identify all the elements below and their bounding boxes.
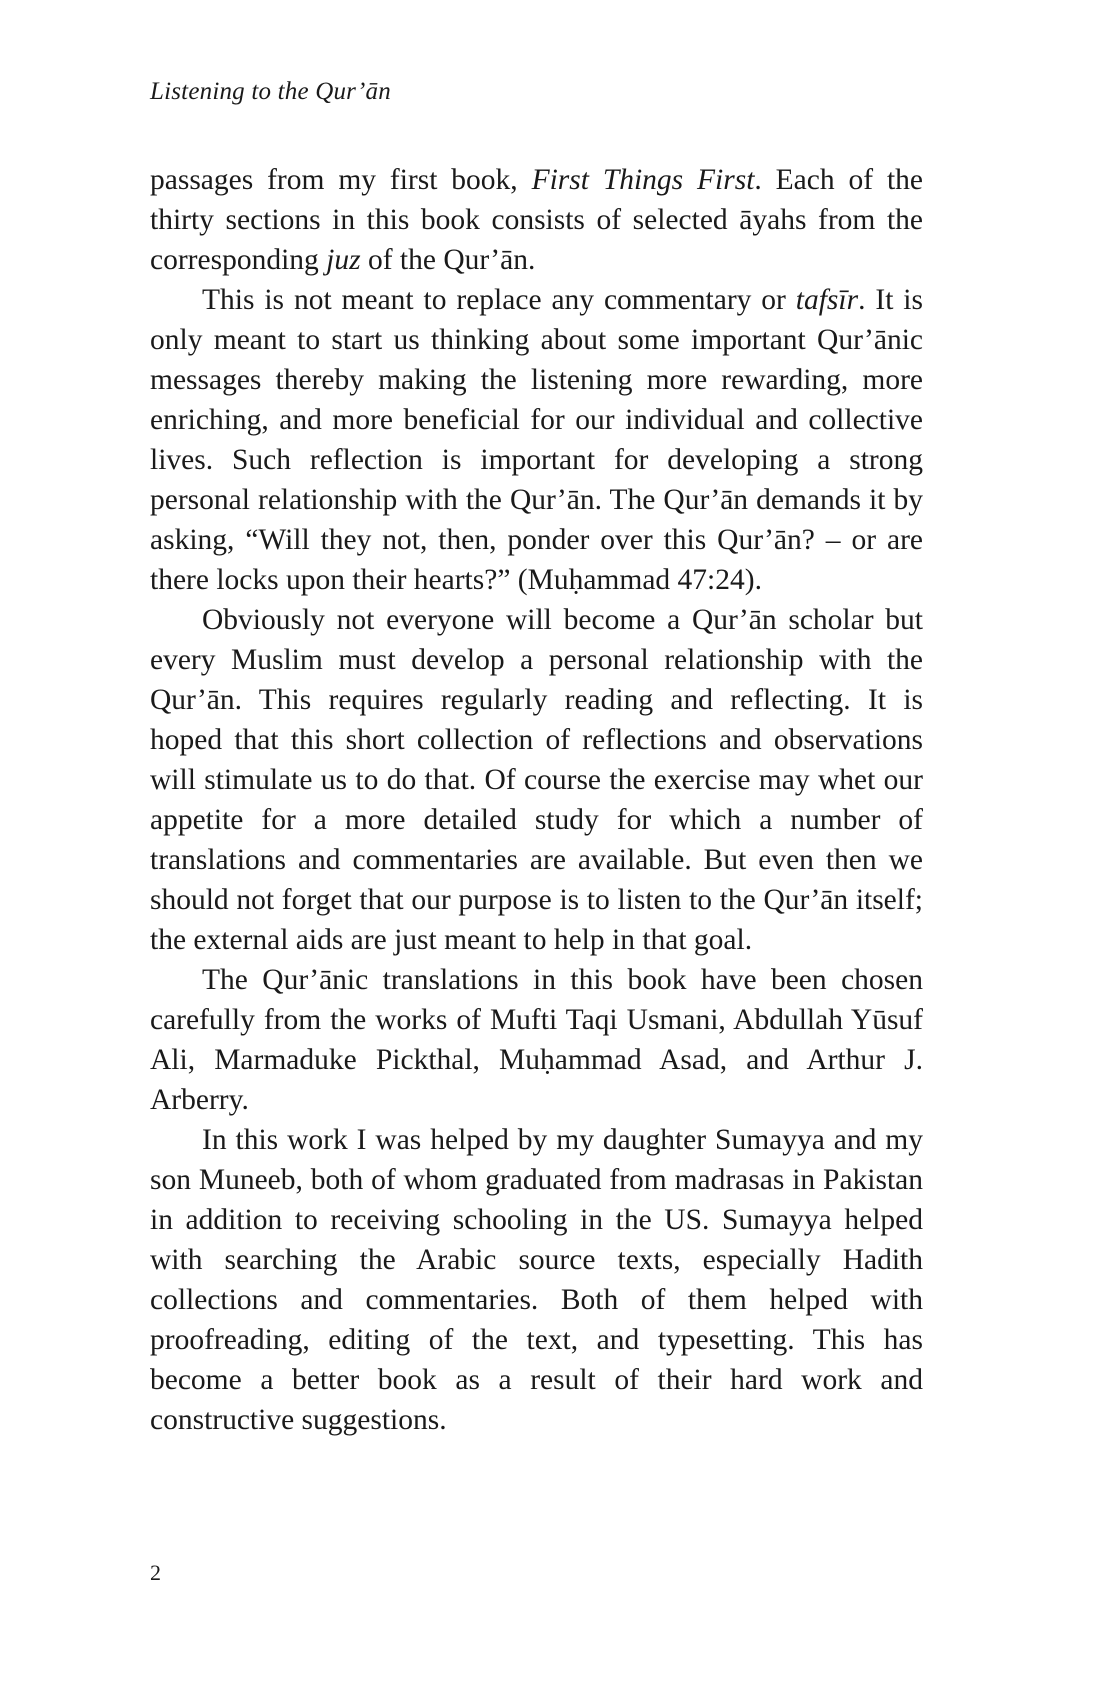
paragraph-1 [150, 160, 923, 280]
term-tafsir: tafsīr [795, 284, 859, 316]
page-number: 2 [150, 1560, 161, 1585]
paragraph-2-text-a: This is not meant to replace any commentary or [202, 284, 796, 316]
paragraph-5: In this work I was helped by my daughter Sumayya and my son Muneeb, both of whom graduated from madrasas in Pakistan in addition to receiving schooling in the US. Sumayya helped with searching the Arabic source texts, especially Hadith collections and commentaries. Both of them helped with proofreading, editing of the text, and typesetting. This has become a better book as a result of their hard work and constructive suggestions. [150, 1124, 923, 1436]
paragraph-2 [150, 280, 923, 600]
page-body [150, 160, 923, 1440]
term-juz: juz [326, 244, 361, 276]
paragraph-4: The Qur’ānic translations in this book have been chosen carefully from the works of Mufti Taqi Usmani, Abdullah Yūsuf Ali, Marmaduke Pickthal, Muḥammad Asad, and Arthur J. Arberry. [150, 964, 923, 1116]
paragraph-1-text-b: . Each of the thirty sections in this book consists of selected āyahs from the corresponding [150, 164, 923, 276]
paragraph-3: Obviously not everyone will become a Qur’ān scholar but every Muslim must develop a personal relationship with the Qur’ān. This requires regularly reading and reflecting. It is hoped that this short collection of reflections and observations will stimulate us to do that. Of course the exercise may whet our appetite for a more detailed study for which a number of translations and commentaries are available. But even then we should not forget that our purpose is to listen to the Qur’ān itself; the external aids are just meant to help in that goal. [150, 604, 923, 956]
paragraph-1-text-a: passages from my first book, [150, 164, 532, 196]
running-header: Listening to the Qur’ān [150, 78, 391, 105]
paragraph-2-text-b: . It is only meant to start us thinking about some important Qur’ānic messages thereby making the listening more rewarding, more enriching, and more beneficial for our individual and collective lives. Such reflection is important for developing a strong personal relationship with the Qur’ān. The Qur’ān demands it by asking, “Will they not, then, ponder over this Qur’ān? – or are there locks upon their hearts?” (Muḥammad 47:24). [150, 284, 923, 596]
book-title-first-things-first: First Things First [531, 164, 755, 196]
paragraph-1-text-c: of the Qur’ān. [360, 244, 536, 276]
